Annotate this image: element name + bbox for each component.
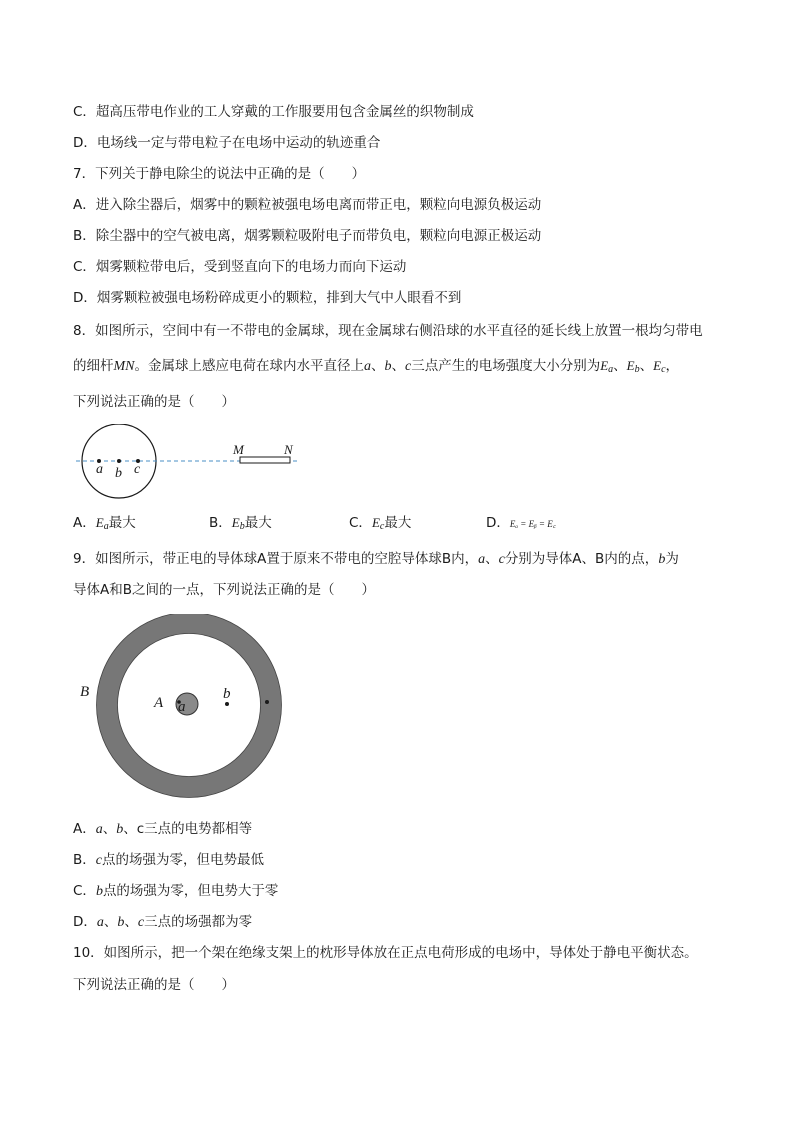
- label-a-point: a: [178, 699, 186, 715]
- label-c: c: [134, 462, 141, 477]
- label-a-sphere: A: [154, 695, 164, 711]
- q7-option-a: A．进入除尘器后，烟雾中的颗粒被强电场电离而带正电，颗粒向电源负极运动: [73, 197, 542, 213]
- q6-option-d: D．电场线一定与带电粒子在电场中运动的轨迹重合: [73, 135, 381, 151]
- q9-stem-line1: 9．如图所示，带正电的导体球A置于原来不带电的空腔导体球B内，a、c分别为导体A、B内的点，b为: [73, 551, 679, 567]
- q8-stem-line2: 的细杆MN。金属球上感应电荷在球内水平直径上a、b、c三点产生的电场强度大小分别为$E_a$、$E_b$、$E_c$，: [73, 358, 680, 375]
- charged-rod-mn: [240, 457, 290, 463]
- label-b-sphere: B: [80, 684, 90, 700]
- q9-option-d[interactable]: D．a、b、c三点的场强都为零: [73, 914, 253, 930]
- q9-option-a[interactable]: A．a、b、c三点的电势都相等: [73, 821, 253, 837]
- q7-stem: 7．下列关于静电除尘的说法中正确的是（ ）: [73, 166, 366, 182]
- q8-option-d[interactable]: D．Eₐ = Eᵦ = E꜀: [486, 515, 556, 531]
- label-b-point: b: [223, 686, 231, 702]
- label-m: M: [233, 442, 244, 457]
- q9-stem-line2: 导体A和B之间的一点，下列说法正确的是（ ）: [73, 582, 375, 598]
- q7-option-d: D．烟雾颗粒被强电场粉碎成更小的颗粒，排到大气中人眼看不到: [73, 290, 462, 306]
- q8-option-c[interactable]: C．$E_c$最大: [349, 515, 412, 532]
- label-a: a: [96, 462, 103, 477]
- q9-figure: [76, 614, 306, 800]
- q8-option-a[interactable]: A．$E_a$最大: [73, 515, 136, 532]
- q7-option-c: C．烟雾颗粒带电后，受到竖直向下的电场力而向下运动: [73, 259, 407, 275]
- q10-stem-line2: 下列说法正确的是（ ）: [73, 977, 235, 993]
- q8-stem-line1: 8．如图所示，空间中有一不带电的金属球，现在金属球右侧沿球的水平直径的延长线上放置一根均匀带电: [73, 323, 703, 339]
- q8-stem-line3: 下列说法正确的是（ ）: [73, 394, 235, 410]
- q8-option-b[interactable]: B．$E_b$最大: [209, 515, 272, 532]
- point-b-dot: [225, 702, 229, 706]
- label-b: b: [115, 466, 122, 481]
- q6-option-c: C．超高压带电作业的工人穿戴的工作服要用包含金属丝的织物制成: [73, 104, 474, 120]
- label-n: N: [284, 442, 293, 457]
- point-c-dot: [265, 700, 269, 704]
- q8-figure: [72, 424, 312, 500]
- point-b-dot: [117, 459, 121, 463]
- q9-option-c[interactable]: C．b点的场强为零，但电势大于零: [73, 883, 279, 899]
- q9-option-b[interactable]: B．c点的场强为零，但电势最低: [73, 852, 264, 868]
- q10-stem-line1: 10．如图所示，把一个架在绝缘支架上的枕形导体放在正点电荷形成的电场中，导体处于静电平衡状态。: [73, 945, 698, 961]
- q7-option-b: B．除尘器中的空气被电离，烟雾颗粒吸附电子而带负电，颗粒向电源正极运动: [73, 228, 542, 244]
